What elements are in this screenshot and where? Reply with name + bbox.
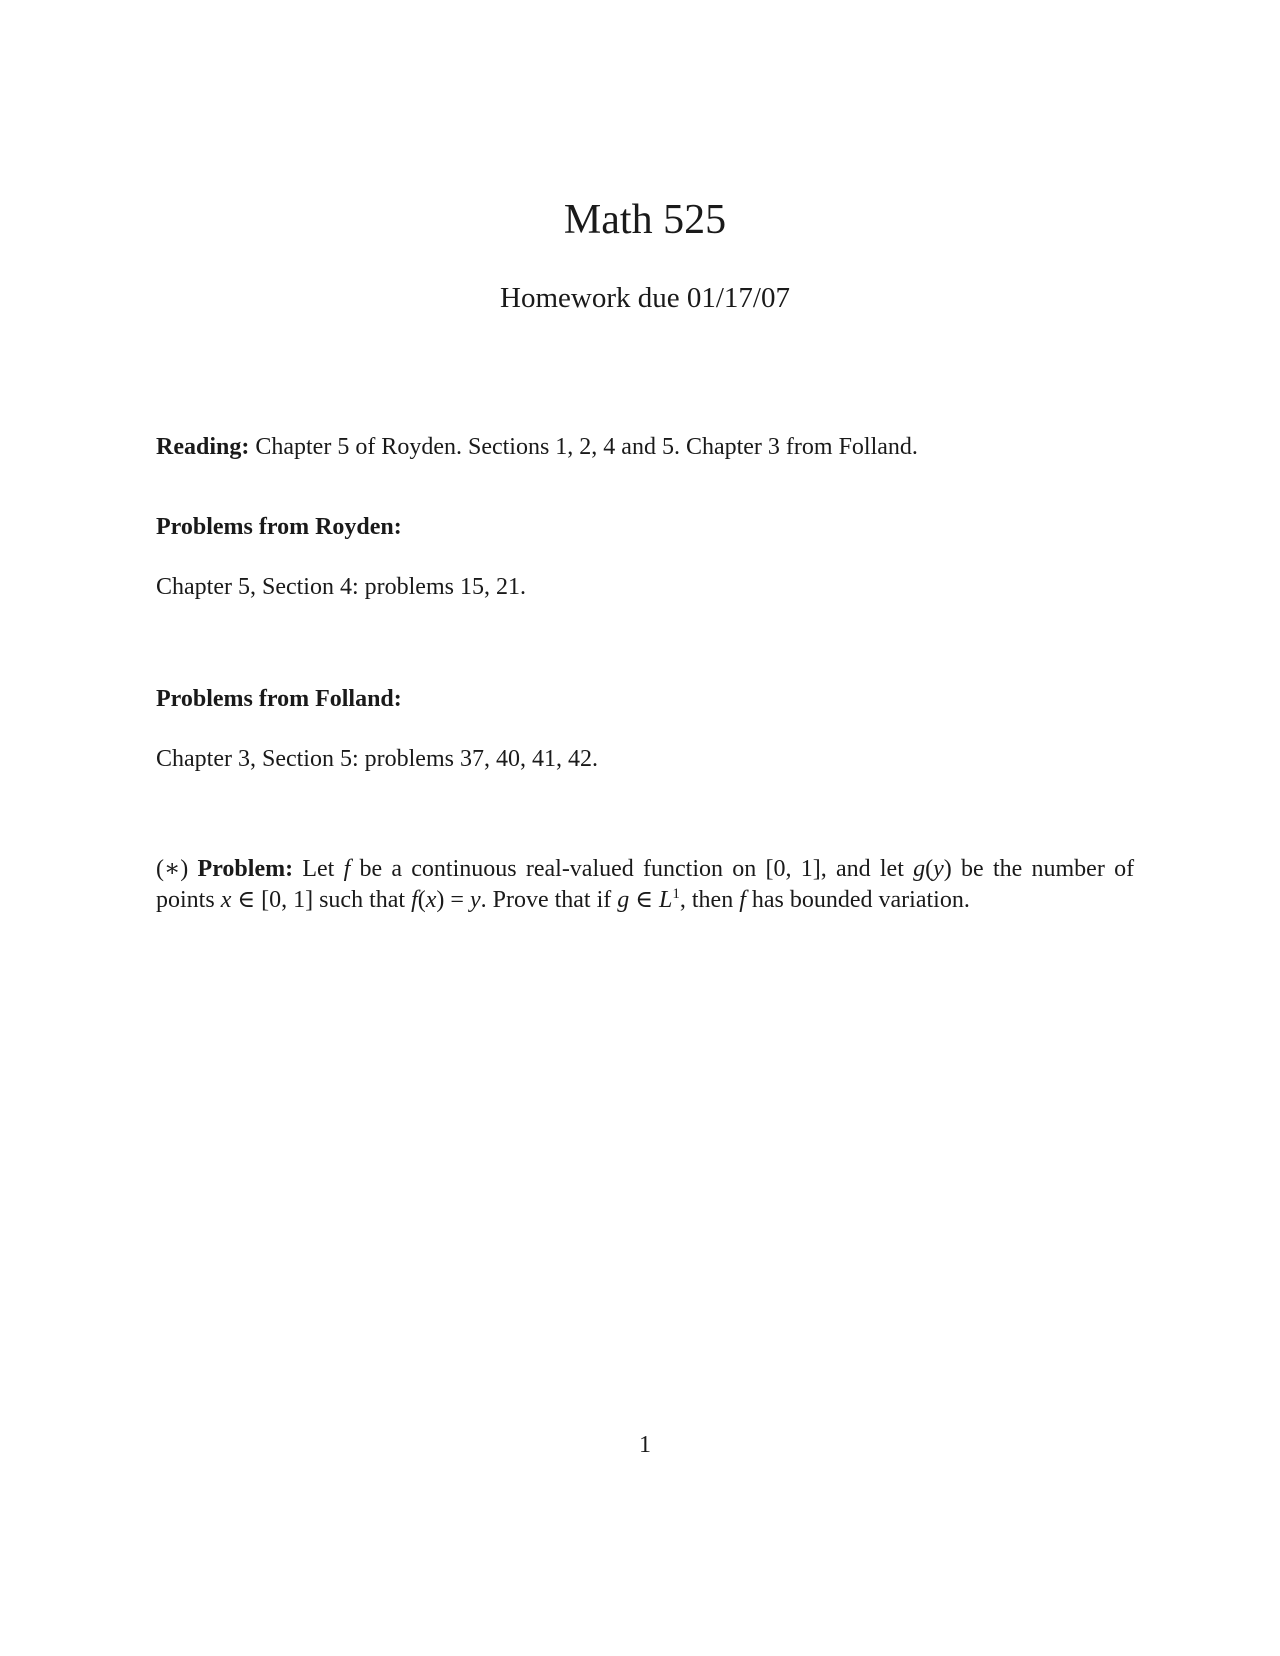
due-date-subtitle: Homework due 01/17/07 — [500, 282, 790, 314]
royden-heading: Problems from Royden: — [156, 514, 402, 540]
reading-text: Chapter 5 of Royden. Sections 1, 2, 4 and 5. Chapter 3 from Folland. — [255, 434, 918, 460]
problem-marker: (∗) — [156, 856, 189, 882]
folland-problems: Chapter 3, Section 5: problems 37, 40, 41, 42. — [156, 746, 598, 772]
starred-problem: (∗) Problem: Let f be a continuous real-valued function on [0, 1], and let g(y) be the number of points x ∈ [0, 1] such that f(x) = y. Prove that if g ∈ $L^1$, then f has bounded variation. — [156, 856, 1135, 913]
folland-heading: Problems from Folland: — [156, 686, 402, 712]
reading-label: Reading: — [156, 434, 250, 460]
page-number: 1 — [639, 1432, 651, 1458]
royden-problems: Chapter 5, Section 4: problems 15, 21. — [156, 574, 526, 600]
problem-label: Problem: — [197, 856, 294, 882]
reading-paragraph — [156, 432, 1136, 462]
page-title: Math 525 — [563, 197, 727, 243]
